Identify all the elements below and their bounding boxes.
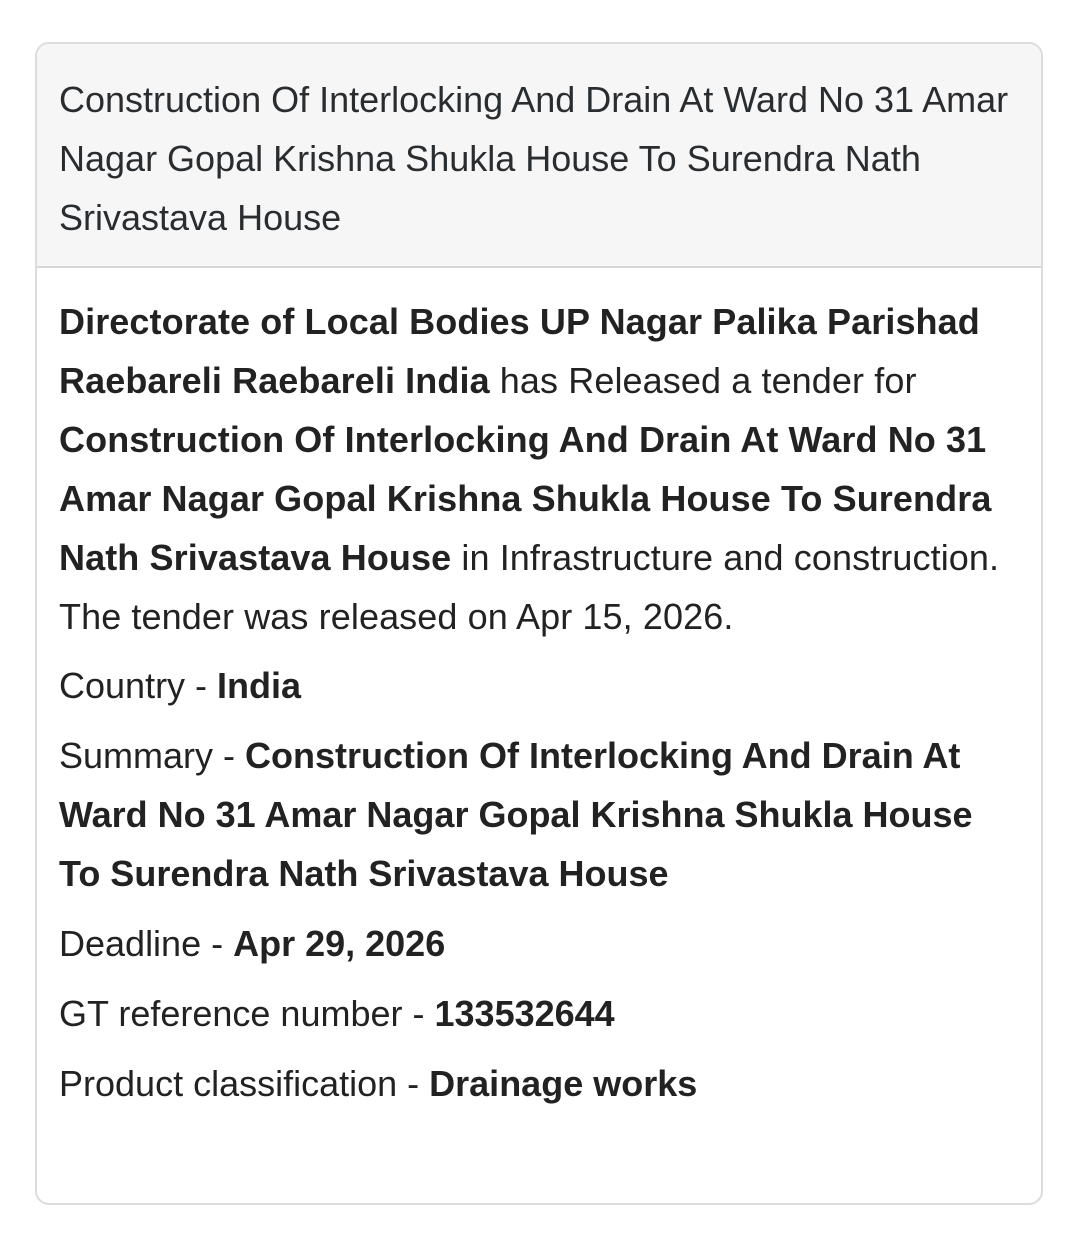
field-value: 133532644 bbox=[434, 993, 615, 1034]
tender-intro bbox=[59, 292, 1019, 646]
field-label: GT reference number - bbox=[59, 993, 435, 1034]
field-deadline bbox=[59, 914, 1019, 973]
field-value: India bbox=[217, 665, 302, 706]
field-summary bbox=[59, 726, 1019, 903]
tender-title: Construction Of Interlocking And Drain At Ward No 31 Amar Nagar Gopal Krishna Shukla House To Surendra Nath Srivastava House bbox=[37, 44, 1041, 268]
field-label: Deadline - bbox=[59, 923, 234, 964]
field-value: Apr 29, 2026 bbox=[233, 923, 446, 964]
field-product-classification bbox=[59, 1054, 1019, 1113]
field-label: Summary - bbox=[59, 735, 246, 776]
field-value: Construction Of Interlocking And Drain At Ward No 31 Amar Nagar Gopal Krishna Shukla House To Surendra Nath Srivastava House bbox=[59, 735, 973, 894]
tender-details bbox=[37, 268, 1041, 1113]
field-label: Product classification - bbox=[59, 1063, 430, 1104]
field-label: Country - bbox=[59, 665, 218, 706]
tender-title-bold: Construction Of Interlocking And Drain At Ward No 31 Amar Nagar Gopal Krishna Shukla House To Surendra Nath Srivastava House bbox=[59, 419, 992, 578]
issuer-name: Directorate of Local Bodies UP Nagar Palika Parishad Raebareli Raebareli India bbox=[59, 301, 980, 401]
released-text: has Released a tender for bbox=[489, 360, 917, 401]
sector-release-text: in Infrastructure and construction. The tender was released on Apr 15, 2026. bbox=[59, 537, 1000, 637]
field-gt-reference bbox=[59, 984, 1019, 1043]
field-value: Drainage works bbox=[429, 1063, 698, 1104]
field-country bbox=[59, 656, 1019, 715]
tender-card bbox=[35, 42, 1043, 1205]
